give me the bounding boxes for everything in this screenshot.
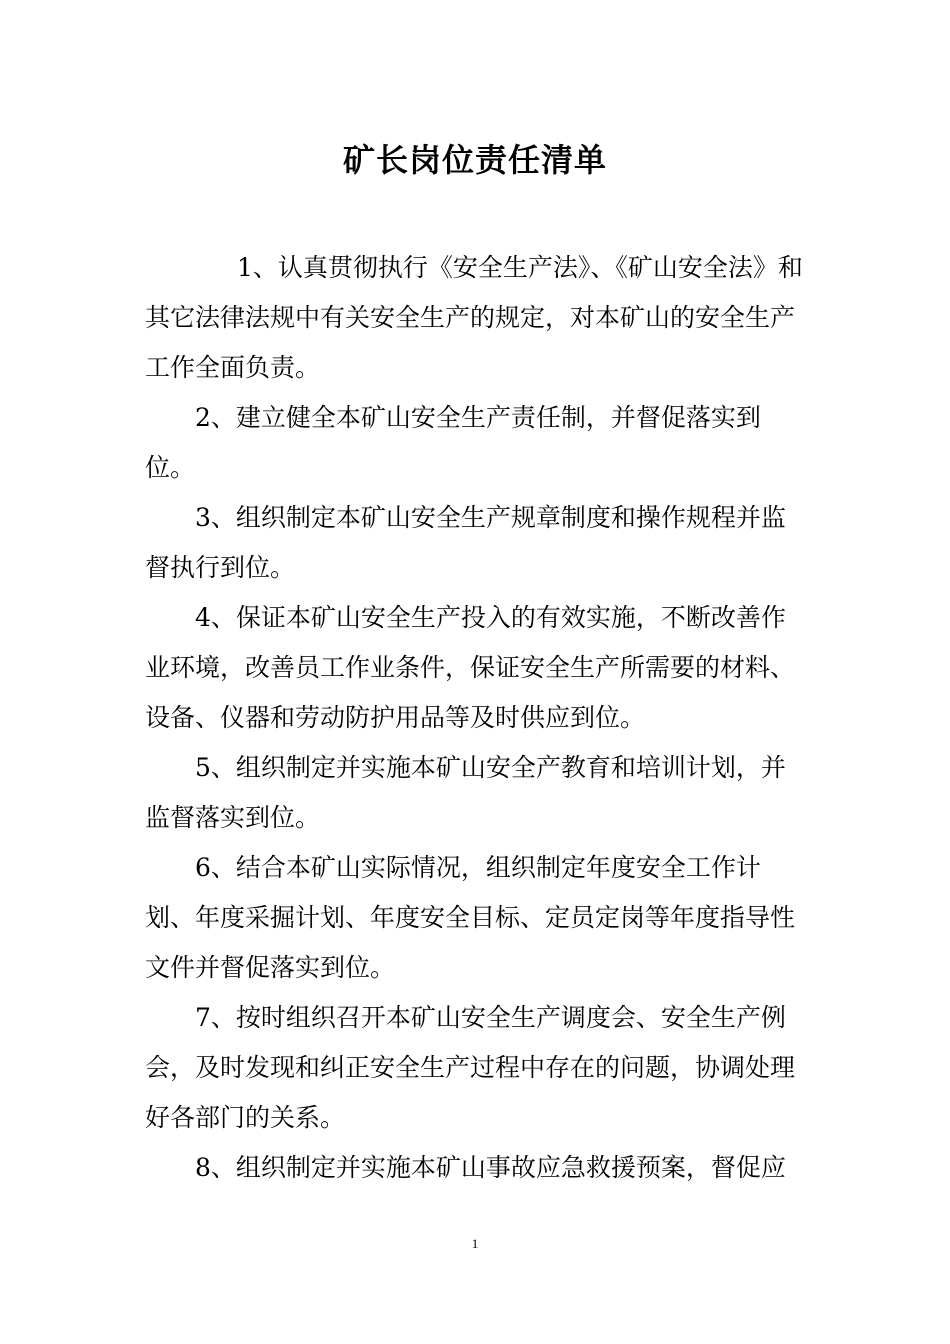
paragraph-2: 2、建立健全本矿山安全生产责任制，并督促落实到位。 — [145, 403, 761, 482]
paragraph-6: 6、结合本矿山实际情况，组织制定年度安全工作计划、年度采掘计划、年度安全目标、定员定岗等年度指导性文件并督促落实到位。 — [145, 853, 796, 982]
paragraph-1: 1、认真贯彻执行《安全生产法》、《矿山安全法》和其它法律法规中有关安全生产的规定，对本矿山的安全生产工作全面负责。 — [145, 253, 803, 382]
paragraph-7: 7、按时组织召开本矿山安全生产调度会、安全生产例会，及时发现和纠正安全生产过程中存在的问题，协调处理好各部门的关系。 — [145, 1003, 796, 1132]
document-body — [145, 243, 810, 1193]
page-number: 1 — [471, 1236, 479, 1251]
paragraph-4: 4、保证本矿山安全生产投入的有效实施，不断改善作业环境，改善员工作业条件，保证安全生产所需要的材料、设备、仪器和劳动防护用品等及时供应到位。 — [145, 603, 796, 732]
paragraph-5: 5、组织制定并实施本矿山安全产教育和培训计划，并监督落实到位。 — [145, 753, 786, 832]
paragraph-8: 8、组织制定并实施本矿山事故应急救援预案，督促应 — [195, 1153, 786, 1182]
paragraph-3: 3、组织制定本矿山安全生产规章制度和操作规程并监督执行到位。 — [145, 503, 786, 582]
document-title: 矿长岗位责任清单 — [342, 141, 607, 179]
